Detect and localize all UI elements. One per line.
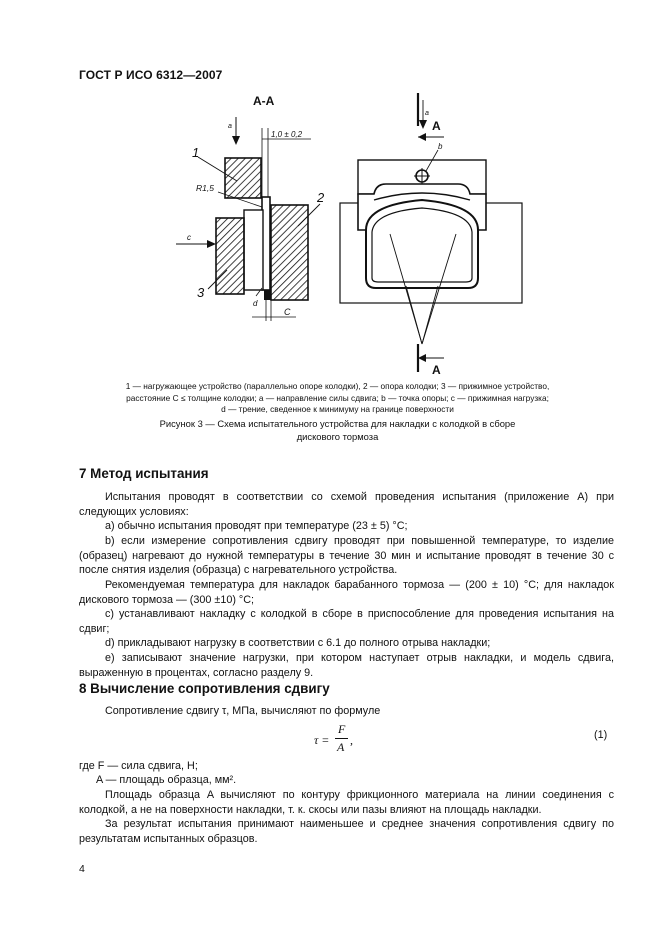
loading-device	[225, 158, 261, 198]
figure-drawing	[0, 0, 661, 380]
item-e: е) записывают значение нагрузки, при котором наступает отрыв накладки, и модель сдвига, выраженную в процентах, согласно разделу 9.	[79, 652, 614, 679]
legend-line-2: расстояние С ≤ толщине колодки; а — направление силы сдвига; b — точка опоры; с — прижимная нагрузка;	[126, 392, 549, 403]
section-arrowhead-bottom	[418, 354, 426, 362]
formula-comma: ,	[350, 733, 353, 747]
gap-label: 1,0 ± 0,2	[271, 130, 303, 139]
callout-3: 3	[197, 285, 205, 300]
formula-numerator: F	[338, 722, 346, 736]
document-header: ГОСТ Р ИСО 6312—2007	[79, 68, 223, 82]
callout-1: 1	[192, 145, 200, 160]
formula-fraction-bar	[335, 738, 348, 739]
section-label: А-А	[253, 94, 275, 108]
label-a-right: a	[425, 110, 429, 117]
section-8-intro: Сопротивление сдвигу τ, МПа, вычисляют по формуле	[105, 705, 381, 717]
caption-line-1: Рисунок 3 — Схема испытательного устройства для накладки с колодкой в сборе	[159, 418, 516, 429]
force-arrowhead-a-right	[419, 120, 427, 129]
section-7-heading: 7 Метод испытания	[79, 466, 209, 481]
callout-2: 2	[317, 190, 325, 205]
where-F: где F — сила сдвига, Н;	[79, 760, 198, 772]
radius-label: R1,5	[196, 183, 214, 193]
section-letter-bottom: А	[432, 363, 441, 377]
item-b: b) если измерение сопротивления сдвигу проводят при повышенной температуре, то изделие (образец) нагревают до нужной температуры в течение 30 мин и испытание проводят в течение 30 с после снятия изделия (образца) с нагревательного устройства.	[79, 535, 614, 577]
figure-caption	[100, 417, 575, 443]
force-arrowhead-a	[232, 136, 240, 145]
section-8-heading: 8 Вычисление сопротивления сдвигу	[79, 681, 330, 696]
legend-line-3: d — трение, сведенное к минимуму на границе поверхности	[221, 404, 454, 414]
label-b: b	[438, 142, 443, 151]
section-7-intro: Испытания проводят в соответствии со схемой проведения испытания (приложение А) при следующих условиях:	[79, 491, 614, 518]
pad-bottom-edge	[264, 290, 271, 300]
label-c: c	[187, 233, 191, 242]
formula-denominator: A	[337, 740, 345, 754]
page-number: 4	[79, 863, 85, 875]
pad-support	[271, 205, 308, 300]
section-letter-top: А	[432, 119, 441, 133]
clamping-device	[216, 218, 244, 294]
figure-legend	[100, 381, 575, 416]
section-arrowhead-top	[418, 133, 426, 141]
caption-line-2: дискового тормоза	[296, 431, 379, 442]
item-a: а) обычно испытания проводят при температуре (23 ± 5) °С;	[105, 520, 408, 532]
front-friction-pad	[366, 200, 478, 288]
clamp-load-arrowhead	[207, 240, 216, 248]
item-d: d) прикладывают нагрузку в соответствии с 6.1 до полного отрыва накладки;	[105, 637, 491, 649]
figure-3	[0, 0, 661, 380]
result-paragraph: За результат испытания принимают наименьшее и среднее значения сопротивления сдвигу по результатам испытанных образцов.	[79, 818, 614, 845]
where-A: A — площадь образца, мм².	[96, 774, 237, 786]
item-c: с) устанавливают накладку с колодкой в сборе в приспособление для проведения испытания на сдвиг;	[79, 608, 614, 635]
label-a-left: a	[228, 123, 232, 130]
recommended-temperature: Рекомендуемая температура для накладок барабанного тормоза — (200 ± 10) °С; для накладок дискового тормоза — (300 ±10) °С;	[79, 579, 614, 606]
label-C: С	[284, 307, 291, 317]
label-d: d	[253, 299, 258, 308]
friction-lining	[244, 210, 263, 290]
legend-line-1: 1 — нагружающее устройство (параллельно опоре колодки), 2 — опора колодки; 3 — прижимное устройство,	[125, 381, 550, 391]
formula-lhs: τ =	[314, 733, 330, 747]
equation-number: (1)	[594, 729, 608, 741]
area-paragraph: Площадь образца A вычисляют по контуру фрикционного материала на линии соединения с колодкой, а не на поверхности накладки, т. к. скосы или пазы влияют на площадь накладки.	[79, 789, 614, 816]
